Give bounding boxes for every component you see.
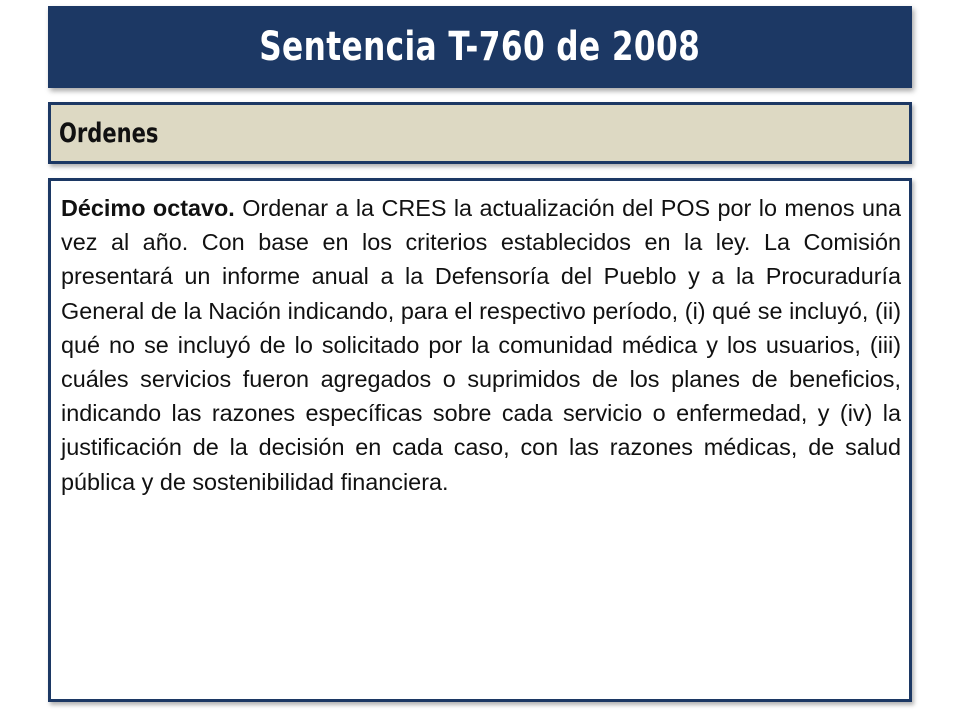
content-box [48, 178, 912, 702]
section-heading: Ordenes [59, 117, 159, 149]
content-paragraph [61, 191, 901, 499]
content-lead: Décimo octavo. [61, 195, 235, 221]
title-banner [48, 6, 912, 88]
content-body: Ordenar a la CRES la actualización del POS por lo menos una vez al año. Con base en los criterios establecidos en la ley. La Comisión presentará un informe anual a la Defensoría del Pueblo y a la Procuraduría General de la Nación indicando, para el respectivo período, (i) qué se incluyó, (ii) qué no se incluyó de lo solicitado por la comunidad médica y los usuarios, (iii) cuáles servicios fueron agregados o suprimidos de los planes de beneficios, indicando las razones específicas sobre cada servicio o enfermedad, y (iv) la justificación de la decisión en cada caso, con las razones médicas, de salud pública y de sostenibilidad financiera. [61, 195, 901, 495]
section-header [48, 102, 912, 164]
slide-title: Sentencia T-760 de 2008 [259, 24, 701, 70]
